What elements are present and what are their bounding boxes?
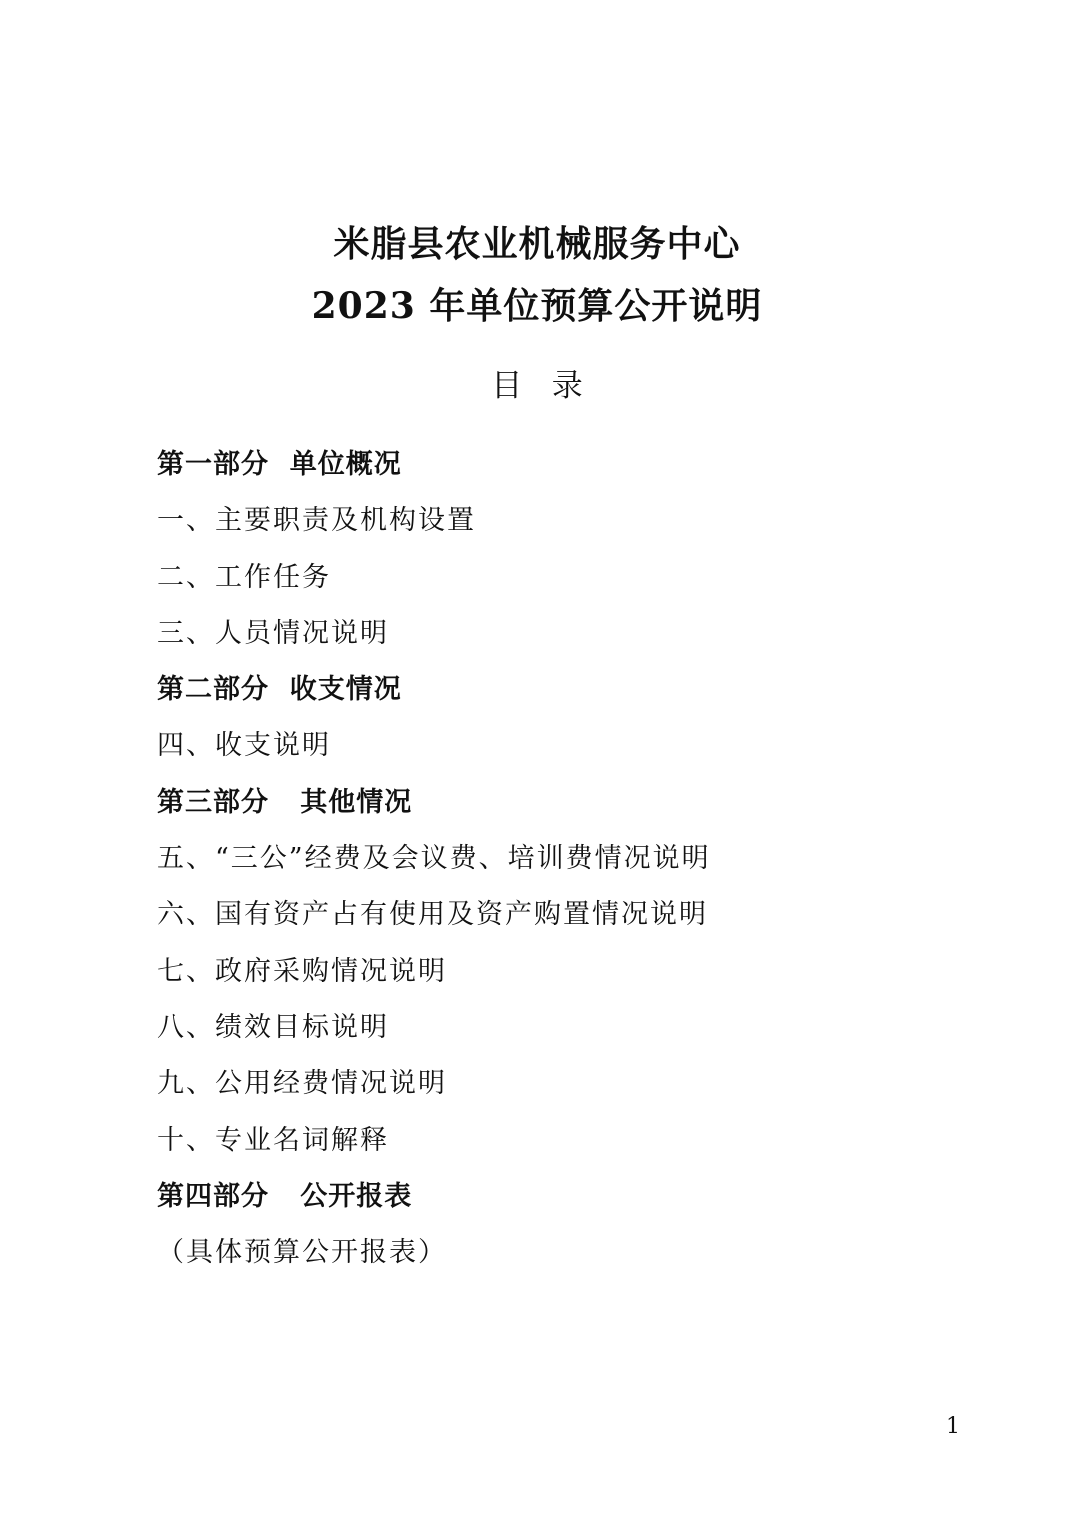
toc-entry: 三、人员情况说明 [157, 617, 389, 649]
page-number: 1 [946, 1414, 960, 1439]
toc-entry: 二、工作任务 [157, 561, 331, 593]
toc-part-heading: 第一部分 单位概况 [157, 449, 402, 480]
document-title-line-2: 2023 年单位预算公开说明 [311, 285, 763, 327]
document-title-line-1: 米脂县农业机械服务中心 [333, 223, 741, 265]
toc-entry: 一、主要职责及机构设置 [157, 505, 476, 537]
toc-part-heading: 第三部分 其他情况 [157, 786, 413, 818]
toc-entry: 四、收支说明 [157, 730, 331, 762]
toc-entry: （具体预算公开报表） [157, 1237, 447, 1269]
toc-part-heading: 第四部分 公开报表 [157, 1180, 413, 1212]
table-of-contents [157, 442, 957, 1286]
toc-entry: 九、公用经费情况说明 [157, 1068, 447, 1100]
toc-entry: 七、政府采购情况说明 [157, 955, 447, 987]
toc-part-heading: 第二部分 收支情况 [157, 674, 402, 706]
toc-entry: 八、绩效目标说明 [157, 1011, 389, 1043]
toc-heading: 目 录 [491, 368, 583, 404]
toc-entry: 五、“三公”经费及会议费、培训费情况说明 [157, 843, 711, 875]
toc-entry: 六、国有资产占有使用及资产购置情况说明 [157, 899, 708, 931]
toc-entry: 十、专业名词解释 [157, 1124, 389, 1156]
